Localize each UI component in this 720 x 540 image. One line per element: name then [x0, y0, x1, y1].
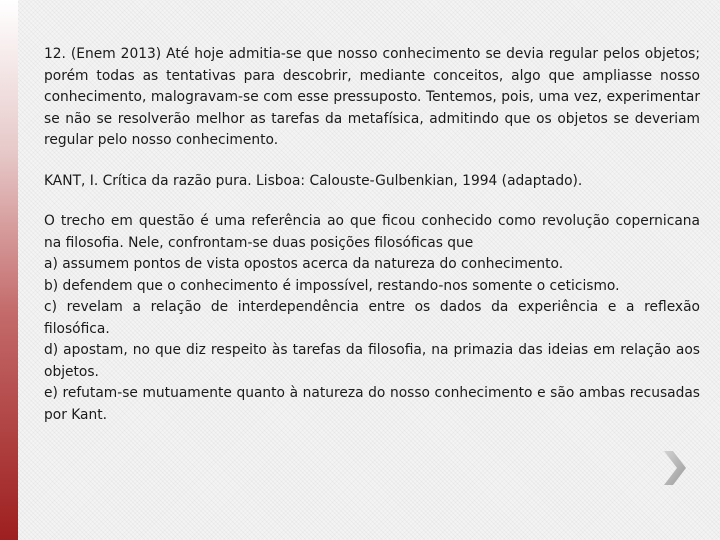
option-d: d) apostam, no que diz respeito às tarefas da filosofia, na primazia das ideias em relação aos objetos. [44, 342, 700, 380]
option-e: e) refutam-se mutuamente quanto à natureza do nosso conhecimento e são ambas recusadas por Kant. [44, 385, 700, 423]
question-prompt: O trecho em questão é uma referência ao que ficou conhecido como revolução copernicana na filosofia. Nele, confrontam-se duas posições filosóficas que [44, 213, 700, 251]
question-content [44, 44, 700, 426]
left-accent-bar [0, 0, 18, 540]
next-slide-button[interactable] [658, 448, 692, 488]
question-statement: 12. (Enem 2013) Até hoje admitia-se que nosso conhecimento se devia regular pelos objetos; porém todas as tentativas para descobrir, mediante conceitos, algo que ampliasse nosso conhecimento, malogravam-se com esse pressuposto. Tentemos, pois, uma vez, experimentar se não se resolverão melhor as tarefas da metafísica, admitindo que os objetos se deveriam regular pelo nosso conhecimento. [44, 46, 700, 148]
option-b: b) defendem que o conhecimento é impossível, restando-nos somente o ceticismo. [44, 277, 620, 294]
chevron-right-icon [658, 448, 692, 488]
citation: KANT, I. Crítica da razão pura. Lisboa: Calouste-Gulbenkian, 1994 (adaptado). [44, 172, 583, 189]
option-a: a) assumem pontos de vista opostos acerca da natureza do conhecimento. [44, 256, 564, 272]
option-c: c) revelam a relação de interdependência entre os dados da experiência e a reflexão filosófica. [44, 299, 700, 337]
